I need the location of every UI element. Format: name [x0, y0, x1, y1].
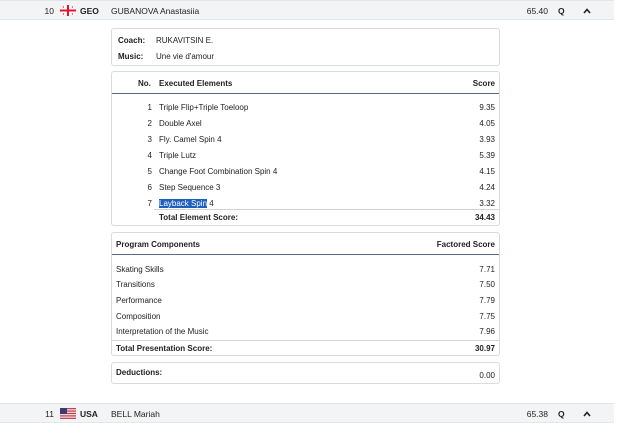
total-presentation-score-value: 30.97 — [474, 344, 495, 353]
component-name: Skating Skills — [116, 265, 164, 274]
element-row — [112, 151, 499, 165]
element-row — [112, 103, 499, 117]
athlete-row-gubanova[interactable] — [0, 0, 614, 20]
header-score: Score — [472, 79, 495, 88]
selected-text[interactable]: Layback Spin — [159, 199, 208, 208]
component-row — [112, 280, 499, 294]
element-score: 4.24 — [479, 183, 495, 192]
element-name: Change Foot Combination Spin 4 — [159, 167, 278, 176]
element-name: Fly. Camel Spin 4 — [159, 135, 222, 144]
qualified-badge: Q — [558, 409, 565, 419]
component-name: Transitions — [116, 280, 155, 289]
athlete-name: GUBANOVA Anastasiia — [111, 6, 200, 16]
element-score: 5.39 — [479, 151, 495, 160]
elements-header — [112, 72, 499, 94]
element-row — [112, 183, 499, 197]
component-row — [112, 296, 499, 310]
collapse-chevron-up-icon[interactable] — [582, 6, 592, 16]
element-score: 4.15 — [479, 167, 495, 176]
coach-label: Coach: — [118, 36, 146, 45]
element-no: 3 — [147, 135, 152, 144]
total-presentation-score-label: Total Presentation Score: — [116, 344, 213, 353]
total-element-score-label: Total Element Score: — [159, 213, 238, 222]
component-score: 7.50 — [479, 280, 495, 289]
element-name[interactable] — [159, 199, 214, 208]
header-factored-score: Factored Score — [436, 240, 495, 249]
total-element-score-row — [154, 209, 499, 223]
coach-music-card — [111, 28, 500, 66]
athlete-row-bell[interactable] — [0, 403, 614, 423]
coach-value: RUKAVITSIN E. — [156, 36, 214, 45]
header-no: No. — [138, 79, 151, 88]
element-no: 5 — [147, 167, 152, 176]
header-program-components: Program Components — [116, 240, 201, 249]
element-name: Triple Lutz — [159, 151, 197, 160]
music-value: Une vie d'amour — [156, 52, 214, 61]
deductions-card — [111, 362, 500, 384]
element-row — [112, 119, 499, 133]
element-no: 7 — [147, 199, 152, 208]
element-no: 6 — [147, 183, 152, 192]
element-name-rest: 4 — [207, 199, 214, 208]
components-header — [112, 233, 499, 255]
element-no: 2 — [147, 119, 152, 128]
component-row — [112, 327, 499, 341]
component-name: Composition — [116, 312, 161, 321]
element-no: 1 — [147, 103, 152, 112]
component-score: 7.96 — [479, 327, 495, 336]
total-presentation-score-row — [112, 340, 499, 354]
component-score: 7.79 — [479, 296, 495, 305]
header-executed-elements: Executed Elements — [159, 79, 233, 88]
element-no: 4 — [147, 151, 152, 160]
element-name: Step Sequence 3 — [159, 183, 221, 192]
element-row — [112, 167, 499, 181]
athlete-total-score: 65.40 — [526, 6, 548, 16]
music-label: Music: — [118, 52, 144, 61]
element-row — [112, 135, 499, 149]
element-score: 3.32 — [479, 199, 495, 208]
qualified-badge: Q — [558, 6, 565, 16]
athlete-name: BELL Mariah — [111, 409, 160, 419]
program-components-card — [111, 232, 500, 356]
component-score: 7.75 — [479, 312, 495, 321]
component-name: Interpretation of the Music — [116, 327, 209, 336]
athlete-nation: USA — [80, 409, 98, 419]
deductions-label: Deductions: — [116, 368, 163, 377]
element-score: 3.93 — [479, 135, 495, 144]
component-name: Performance — [116, 296, 162, 305]
executed-elements-card — [111, 71, 500, 226]
expand-chevron-up-icon[interactable] — [582, 409, 592, 419]
component-row — [112, 312, 499, 326]
element-score: 9.35 — [479, 103, 495, 112]
element-name: Triple Flip+Triple Toeloop — [159, 103, 249, 112]
component-score: 7.71 — [479, 265, 495, 274]
usa-flag-icon — [60, 408, 76, 419]
athlete-rank: 11 — [45, 409, 54, 419]
athlete-nation: GEO — [80, 6, 99, 16]
athlete-total-score: 65.38 — [526, 409, 548, 419]
element-name: Double Axel — [159, 119, 202, 128]
component-row — [112, 265, 499, 279]
georgia-flag-icon — [60, 5, 76, 16]
deductions-value: 0.00 — [479, 371, 495, 380]
athlete-rank: 10 — [44, 6, 54, 16]
element-score: 4.05 — [479, 119, 495, 128]
total-element-score-value: 34.43 — [474, 213, 495, 222]
